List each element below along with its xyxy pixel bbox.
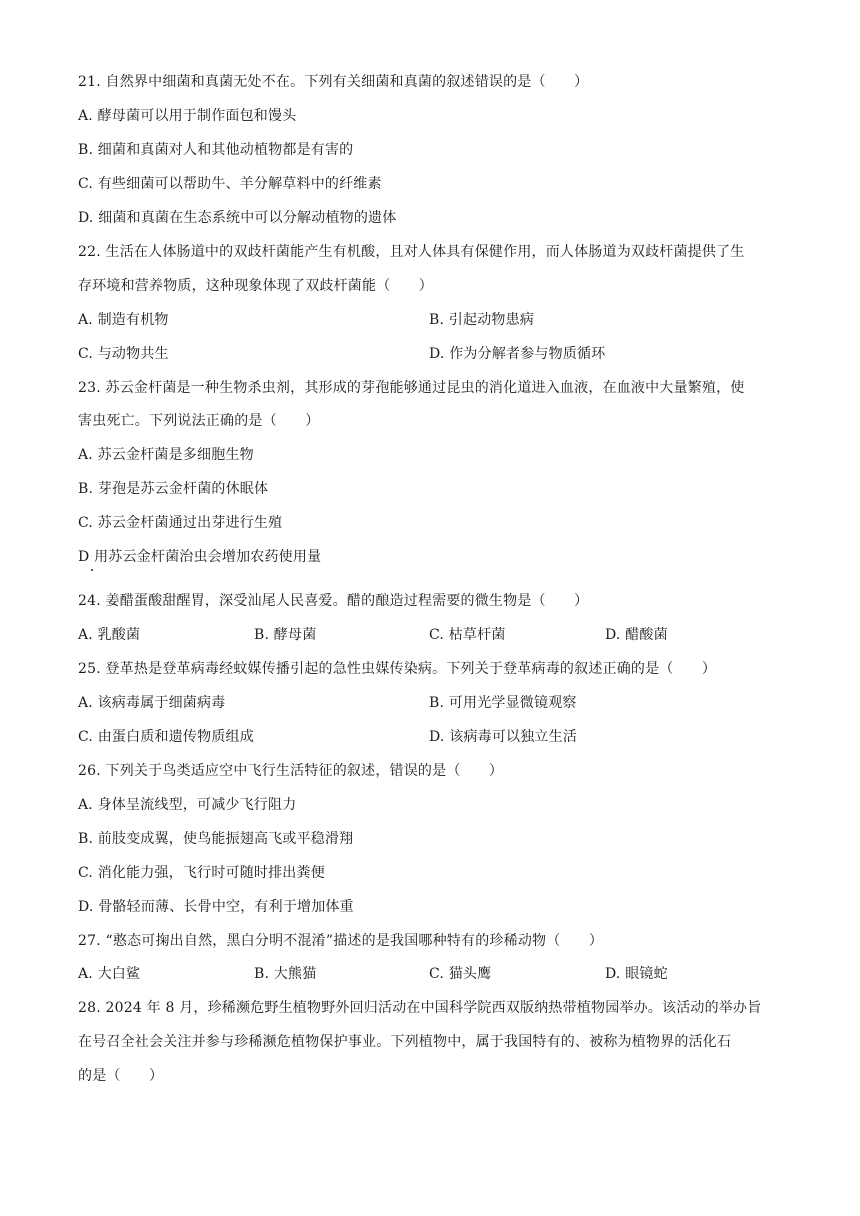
question-27-option-a: A. 大白鲨 — [78, 966, 141, 982]
question-23-option-c: C. 苏云金杆菌通过出芽进行生殖 — [78, 515, 283, 531]
question-22-stem-line2: 存环境和营养物质，这种现象体现了双歧杆菌能（ ） — [78, 278, 433, 294]
question-26-option-d: D. 骨骼轻而薄、长骨中空，有利于增加体重 — [78, 899, 354, 915]
question-23-option-b: B. 芽孢是苏云金杆菌的休眠体 — [78, 481, 269, 497]
question-21-option-a: A. 酵母菌可以用于制作面包和馒头 — [78, 108, 297, 124]
question-23-option-d: D 用苏云金杆菌治虫会增加农药使用量 — [78, 549, 322, 565]
question-24-option-b: B. 酵母菌 — [254, 627, 317, 643]
question-24-option-d: D. 醋酸菌 — [605, 627, 668, 643]
question-23-option-a: A. 苏云金杆菌是多细胞生物 — [78, 447, 254, 463]
question-25-option-d: D. 该病毒可以独立生活 — [429, 729, 578, 745]
question-22-option-d: D. 作为分解者参与物质循环 — [429, 346, 606, 362]
question-26-option-a: A. 身体呈流线型，可减少飞行阻力 — [78, 797, 297, 813]
question-22-option-b: B. 引起动物患病 — [429, 312, 534, 328]
question-26-option-c: C. 消化能力强，飞行时可随时排出粪便 — [78, 865, 325, 881]
question-28-stem-line2: 在号召全社会关注并参与珍稀濒危植物保护事业。下列植物中，属于我国特有的、被称为植物界的活化石 — [78, 1034, 732, 1050]
question-25-option-a: A. 该病毒属于细菌病毒 — [78, 695, 226, 711]
question-23-stem-line1: 23. 苏云金杆菌是一种生物杀虫剂，其形成的芽孢能够通过昆虫的消化道进入血液，在血液中大量繁殖，使 — [78, 380, 745, 396]
question-21-stem: 21. 自然界中细菌和真菌无处不在。下列有关细菌和真菌的叙述错误的是（ ） — [78, 74, 589, 90]
question-27-option-b: B. 大熊猫 — [254, 966, 317, 982]
question-23-stem-line2: 害虫死亡。下列说法正确的是（ ） — [78, 413, 320, 429]
stray-dot-mark — [91, 569, 93, 571]
question-22-stem-line1: 22. 生活在人体肠道中的双歧杆菌能产生有机酸，且对人体具有保健作用，而人体肠道为双歧杆菌提供了生 — [78, 244, 745, 260]
question-28-stem-line1: 28. 2024 年 8 月，珍稀濒危野生植物野外回归活动在中国科学院西双版纳热带植物园举办。该活动的举办旨 — [78, 1000, 762, 1016]
question-21-option-b: B. 细菌和真菌对人和其他动植物都是有害的 — [78, 142, 354, 158]
question-22-option-a: A. 制造有机物 — [78, 312, 169, 328]
question-25-option-c: C. 由蛋白质和遗传物质组成 — [78, 729, 254, 745]
question-27-stem: 27. “憨态可掬出自然，黑白分明不混淆”描述的是我国哪种特有的珍稀动物（ ） — [78, 933, 604, 949]
question-27-option-d: D. 眼镜蛇 — [605, 966, 668, 982]
question-25-option-b: B. 可用光学显微镜观察 — [429, 695, 577, 711]
question-24-stem: 24. 姜醋蛋酸甜醒胃，深受汕尾人民喜爱。醋的酿造过程需要的微生物是（ ） — [78, 593, 589, 609]
question-21-option-c: C. 有些细菌可以帮助牛、羊分解草料中的纤维素 — [78, 176, 382, 192]
question-26-option-b: B. 前肢变成翼，使鸟能振翅高飞或平稳滑翔 — [78, 831, 354, 847]
question-27-option-c: C. 猫头鹰 — [429, 966, 492, 982]
question-28-stem-line3: 的是（ ） — [78, 1068, 164, 1084]
question-26-stem: 26. 下列关于鸟类适应空中飞行生活特征的叙述，错误的是（ ） — [78, 763, 504, 779]
question-24-option-c: C. 枯草杆菌 — [429, 627, 506, 643]
question-24-option-a: A. 乳酸菌 — [78, 627, 141, 643]
question-25-stem: 25. 登革热是登革病毒经蚊媒传播引起的急性虫媒传染病。下列关于登革病毒的叙述正确的是（ ） — [78, 661, 717, 677]
question-21-option-d: D. 细菌和真菌在生态系统中可以分解动植物的遗体 — [78, 210, 397, 226]
question-22-option-c: C. 与动物共生 — [78, 346, 169, 362]
